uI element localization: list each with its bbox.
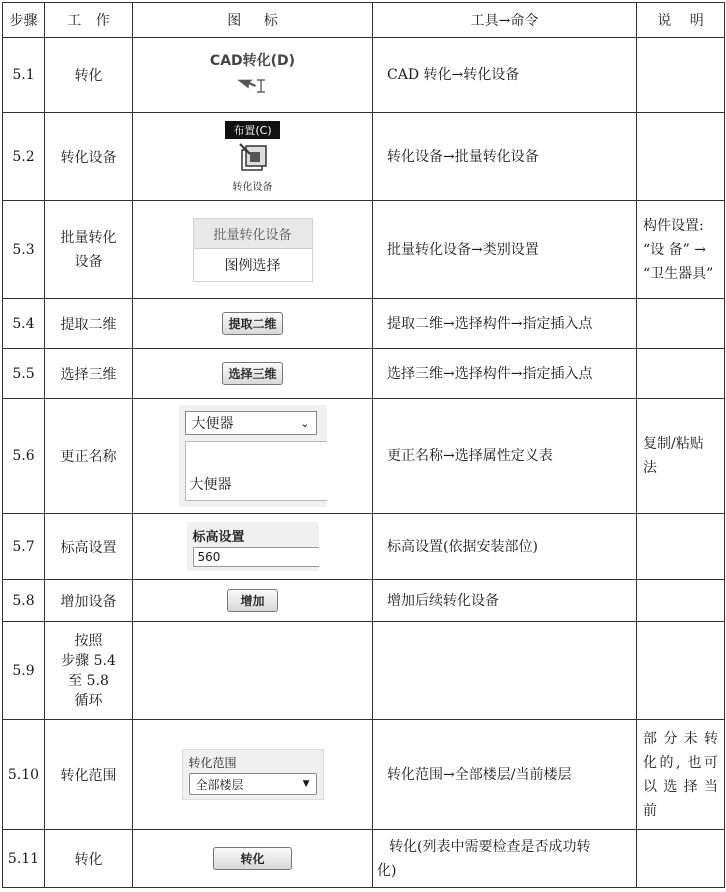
icon-cad-convert[interactable] (133, 38, 373, 113)
step-number: 5.8 (3, 580, 45, 622)
note-cell (637, 514, 725, 580)
table-row (3, 113, 725, 201)
table-row (3, 299, 725, 349)
convert-device-label: 转化设备 (232, 181, 273, 193)
note-cell (637, 113, 725, 201)
icon-elevation (133, 514, 373, 580)
step-number: 5.6 (3, 399, 45, 514)
work-cell: 转化设备 (45, 113, 133, 201)
work-line: 步骤 5.4 (61, 652, 116, 669)
step-number: 5.10 (3, 720, 45, 830)
command-cell: 转化设备→批量转化设备 (373, 113, 637, 201)
note-line: 构件设置: (643, 217, 704, 234)
header-icon: 图 标 (133, 3, 373, 38)
command-cell: 提取二维→选择构件→指定插入点 (373, 299, 637, 349)
note-cell (637, 580, 725, 622)
steps-table (2, 2, 725, 888)
note-line: 部 分 未 转 (643, 730, 718, 747)
icon-cell (133, 349, 373, 399)
device-convert-icon (236, 142, 270, 174)
work-cell: 转化 (45, 830, 133, 888)
elevation-input[interactable]: 560 (193, 547, 319, 567)
chevron-down-icon: ⌄ (300, 416, 310, 430)
step-number: 5.11 (3, 830, 45, 888)
note-cell (637, 201, 725, 299)
batch-convert-tab[interactable]: 批量转化设备 (194, 219, 312, 249)
header-command: 工具→命令 (373, 3, 637, 38)
note-line: “设 备” → (643, 241, 706, 258)
elevation-label: 标高设置 (192, 530, 245, 545)
icon-range (133, 720, 373, 830)
note-cell (637, 349, 725, 399)
command-cell: 增加后续转化设备 (373, 580, 637, 622)
command-cell: 选择三维→选择构件→指定插入点 (373, 349, 637, 399)
work-line: 至 5.8 (68, 672, 109, 689)
work-cell (45, 201, 133, 299)
layout-menu[interactable]: 布置(C) (225, 121, 279, 139)
header-row (3, 3, 725, 38)
command-cell: 更正名称→选择属性定义表 (373, 399, 637, 514)
table-row (3, 349, 725, 399)
note-cell (637, 622, 725, 720)
icon-cell (133, 830, 373, 888)
name-select[interactable] (185, 411, 317, 435)
note-cell (637, 399, 725, 514)
name-select-value: 大便器 (191, 416, 234, 432)
work-cell: 转化 (45, 38, 133, 113)
table-row (3, 514, 725, 580)
note-line: 复制/粘贴 (643, 436, 704, 452)
command-cell (373, 622, 637, 720)
work-cell (45, 622, 133, 720)
step-number: 5.5 (3, 349, 45, 399)
convert-button[interactable]: 转化 (213, 847, 291, 870)
note-line: 以 选 择 当 (643, 778, 718, 795)
note-line: 前 (643, 802, 657, 819)
range-select-value: 全部楼层 (195, 777, 244, 792)
note-cell (637, 299, 725, 349)
header-note: 说 明 (637, 3, 725, 38)
legend-select-tab[interactable]: 图例选择 (194, 249, 312, 281)
work-line: 批量转化 (60, 229, 117, 246)
step-number: 5.9 (3, 622, 45, 720)
work-line: 按照 (74, 632, 103, 649)
range-select[interactable] (189, 773, 317, 795)
work-cell: 更正名称 (45, 399, 133, 514)
table-row (3, 399, 725, 514)
work-cell: 转化范围 (45, 720, 133, 830)
name-textarea[interactable] (185, 441, 327, 501)
batch-panel (193, 218, 313, 282)
note-line: 化的, 也可 (643, 754, 718, 771)
command-cell: 标高设置(依据安装部位) (373, 514, 637, 580)
note-cell (637, 830, 725, 888)
step-number: 5.7 (3, 514, 45, 580)
icon-cell (133, 580, 373, 622)
caret-down-icon: ▼ (302, 779, 310, 789)
note-line: 法 (643, 460, 657, 476)
table-row (3, 38, 725, 113)
work-cell: 增加设备 (45, 580, 133, 622)
command-cell: CAD 转化→转化设备 (373, 38, 637, 113)
header-work: 工 作 (45, 3, 133, 38)
table-row (3, 201, 725, 299)
extract-2d-button[interactable]: 提取二维 (222, 312, 282, 335)
work-line: 循环 (74, 692, 103, 709)
step-number: 5.3 (3, 201, 45, 299)
cursor-arrow-icon (233, 70, 273, 96)
add-button[interactable]: 增加 (227, 589, 277, 612)
note-line: “卫生器具” (643, 265, 714, 282)
work-cell: 标高设置 (45, 514, 133, 580)
step-number: 5.4 (3, 299, 45, 349)
cad-convert-label: CAD转化(D) (209, 53, 296, 69)
icon-batch (133, 201, 373, 299)
select-3d-button[interactable]: 选择三维 (222, 362, 282, 385)
header-step: 步骤 (3, 3, 45, 38)
command-cell (373, 830, 637, 888)
table-row (3, 622, 725, 720)
command-line: 化) (377, 862, 397, 879)
table-row (3, 580, 725, 622)
table-row (3, 720, 725, 830)
step-number: 5.1 (3, 38, 45, 113)
range-label: 转化范围 (188, 756, 237, 770)
work-cell: 选择三维 (45, 349, 133, 399)
icon-rename (133, 399, 373, 514)
name-text-value: 大便器 (189, 477, 232, 493)
work-cell: 提取二维 (45, 299, 133, 349)
command-line: 转化(列表中需要检查是否成功转 (389, 838, 591, 855)
work-line: 设备 (74, 253, 103, 270)
command-cell: 转化范围→全部楼层/当前楼层 (373, 720, 637, 830)
icon-convert-device[interactable] (133, 113, 373, 201)
command-cell: 批量转化设备→类别设置 (373, 201, 637, 299)
note-cell (637, 720, 725, 830)
note-cell (637, 38, 725, 113)
icon-cell (133, 299, 373, 349)
table-row (3, 830, 725, 888)
step-number: 5.2 (3, 113, 45, 201)
icon-cell (133, 622, 373, 720)
